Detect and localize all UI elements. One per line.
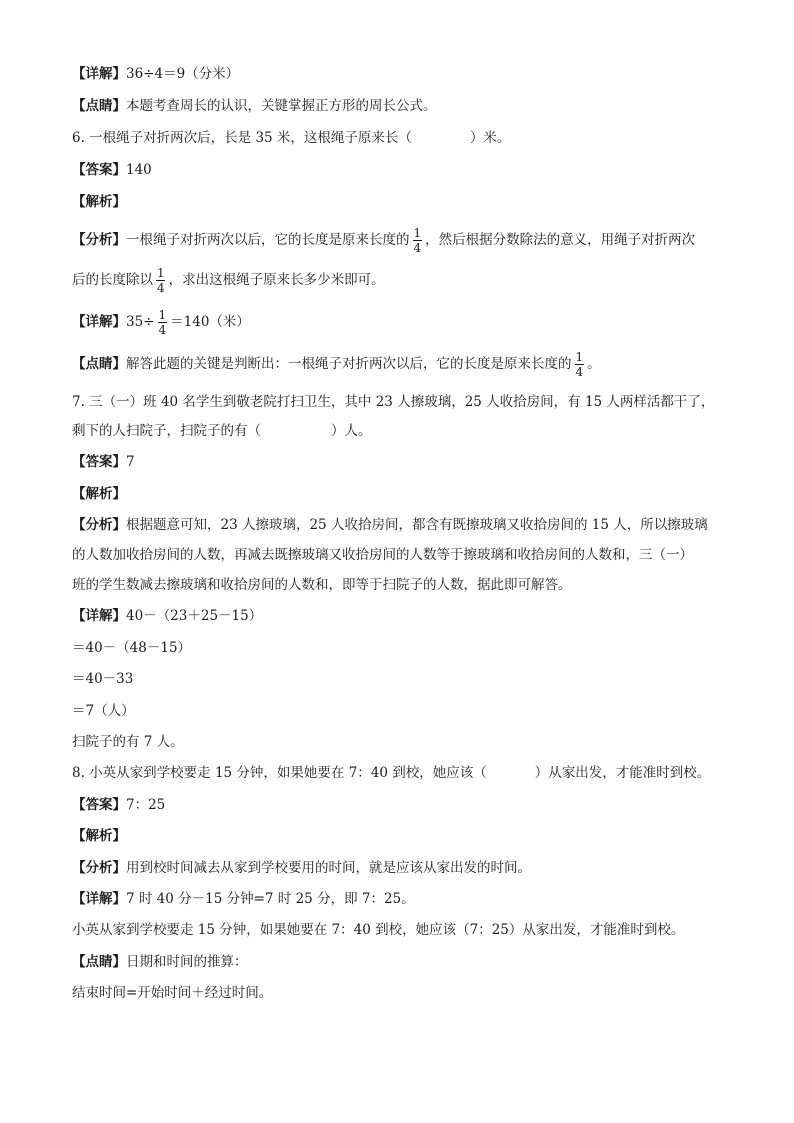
analysis-tag: 【解析】 [72, 194, 126, 210]
fraction-numerator: 1 [157, 266, 165, 280]
answer-tag: 【答案】 [72, 454, 126, 470]
analysis-heading [72, 192, 754, 212]
detail-text: 40－（23＋25－15） [126, 608, 263, 624]
analysis-tag: 【解析】 [72, 486, 126, 502]
key-point-line [72, 983, 754, 1003]
analysis-line [72, 858, 754, 878]
analysis-line [72, 575, 754, 595]
answer-tag: 【答案】 [72, 162, 126, 178]
fraction [574, 350, 586, 379]
fraction [155, 266, 167, 295]
analysis-tag: 【分析】 [72, 232, 126, 248]
fraction-denominator: 4 [413, 241, 422, 255]
analysis-text: ，求出这根绳子原来长多少米即可。 [168, 272, 385, 288]
key-point-text: 本题考查周长的认识，关键掌握正方形的周长公式。 [126, 98, 437, 114]
fraction [412, 226, 424, 255]
detail-text: 小英从家到学校要走 15 分钟，如果她要在 7：40 到校，她应该（7：25）从家出发，才能准时到校。 [72, 922, 685, 938]
answer-text: 7 [126, 454, 135, 470]
detail-line [72, 732, 754, 752]
analysis-tag: 【分析】 [72, 517, 126, 533]
fraction-numerator: 1 [575, 350, 584, 364]
answer-line [72, 452, 754, 472]
detail-text: 36÷4＝9（分米） [126, 66, 240, 82]
key-point-tag: 【点睛】 [72, 98, 126, 114]
detail-line [72, 606, 754, 626]
question-7 [72, 392, 754, 412]
detail-line [72, 64, 754, 84]
analysis-tag: 【解析】 [72, 828, 126, 844]
analysis-text: 一根绳子对折两次以后，它的长度是原来长度的 [126, 232, 410, 248]
key-point-tag: 【点睛】 [72, 356, 126, 372]
fraction-numerator: 1 [413, 226, 422, 240]
detail-text: ＝140（米） [170, 314, 250, 330]
question-text: 7. 三（一）班 40 名学生到敬老院打扫卫生，其中 23 人擦玻璃，25 人收拾房间，有 15 人两样活都干了， [72, 394, 715, 410]
question-text: 8. 小英从家到学校要走 15 分钟，如果她要在 7：40 到校，她应该（ [72, 765, 487, 781]
fraction-denominator: 4 [157, 281, 165, 295]
detail-line [72, 889, 754, 909]
analysis-text: 班的学生数减去擦玻璃和收拾房间的人数和，即等于扫院子的人数，据此即可解答。 [72, 577, 572, 593]
fraction [157, 308, 169, 337]
question-6 [72, 128, 754, 148]
analysis-line [72, 266, 754, 295]
detail-tag: 【详解】 [72, 314, 126, 330]
detail-line [72, 669, 754, 689]
question-7-continued [72, 421, 754, 441]
analysis-heading [72, 484, 754, 504]
analysis-text: ，然后根据分数除法的意义，用绳子对折两次 [425, 232, 696, 248]
key-point-line [72, 952, 754, 972]
key-point-text: 结束时间=开始时间＋经过时间。 [72, 985, 273, 1001]
question-text: 剩下的人扫院子，扫院子的有（ [72, 423, 261, 439]
key-point-text: 解答此题的关键是判断出：一根绳子对折两次以后，它的长度是原来长度的 [126, 356, 572, 372]
question-8 [72, 763, 754, 783]
key-point-line [72, 350, 754, 379]
detail-text: 7 时 40 分－15 分钟=7 时 25 分，即 7：25。 [126, 891, 415, 907]
detail-text: 35÷ [126, 314, 155, 330]
analysis-text: 用到校时间减去从家到学校要用的时间，就是应该从家出发的时间。 [126, 860, 531, 876]
detail-text: ＝40－33 [72, 671, 134, 687]
analysis-line [72, 515, 754, 535]
answer-text: 7：25 [126, 797, 166, 813]
answer-text: 140 [126, 162, 152, 178]
fraction-denominator: 4 [575, 365, 584, 379]
analysis-tag: 【分析】 [72, 860, 126, 876]
answer-line [72, 160, 754, 180]
detail-text: ＝7（人） [72, 703, 135, 719]
detail-line [72, 638, 754, 658]
analysis-text: 后的长度除以 [72, 272, 153, 288]
analysis-heading [72, 826, 754, 846]
question-text: 6. 一根绳子对折两次后，长是 35 米，这根绳子原来长（ [72, 130, 412, 146]
detail-text: ＝40－（48－15） [72, 640, 192, 656]
detail-line [72, 308, 754, 337]
detail-line [72, 920, 754, 940]
detail-tag: 【详解】 [72, 608, 126, 624]
analysis-text: 的人数加收拾房间的人数，再减去既擦玻璃又收拾房间的人数等于擦玻璃和收拾房间的人数和，三（一） [72, 547, 693, 563]
key-point-text: 。 [587, 356, 601, 372]
answer-tag: 【答案】 [72, 797, 126, 813]
key-point-line [72, 96, 754, 116]
question-text: ）米。 [469, 130, 511, 146]
key-point-tag: 【点睛】 [72, 954, 126, 970]
detail-tag: 【详解】 [72, 891, 126, 907]
key-point-text: 日期和时间的推算： [126, 954, 248, 970]
fraction-numerator: 1 [158, 308, 167, 322]
analysis-line [72, 226, 754, 255]
question-text: ）从家出发，才能准时到校。 [534, 765, 711, 781]
detail-text: 扫院子的有 7 人。 [72, 734, 184, 750]
analysis-line [72, 545, 754, 565]
answer-line [72, 795, 754, 815]
analysis-text: 根据题意可知，23 人擦玻璃，25 人收拾房间，都含有既擦玻璃又收拾房间的 15 人，所以擦玻璃 [126, 517, 708, 533]
detail-tag: 【详解】 [72, 66, 126, 82]
detail-line [72, 701, 754, 721]
fraction-denominator: 4 [158, 323, 167, 337]
question-text: ）人。 [331, 423, 372, 439]
